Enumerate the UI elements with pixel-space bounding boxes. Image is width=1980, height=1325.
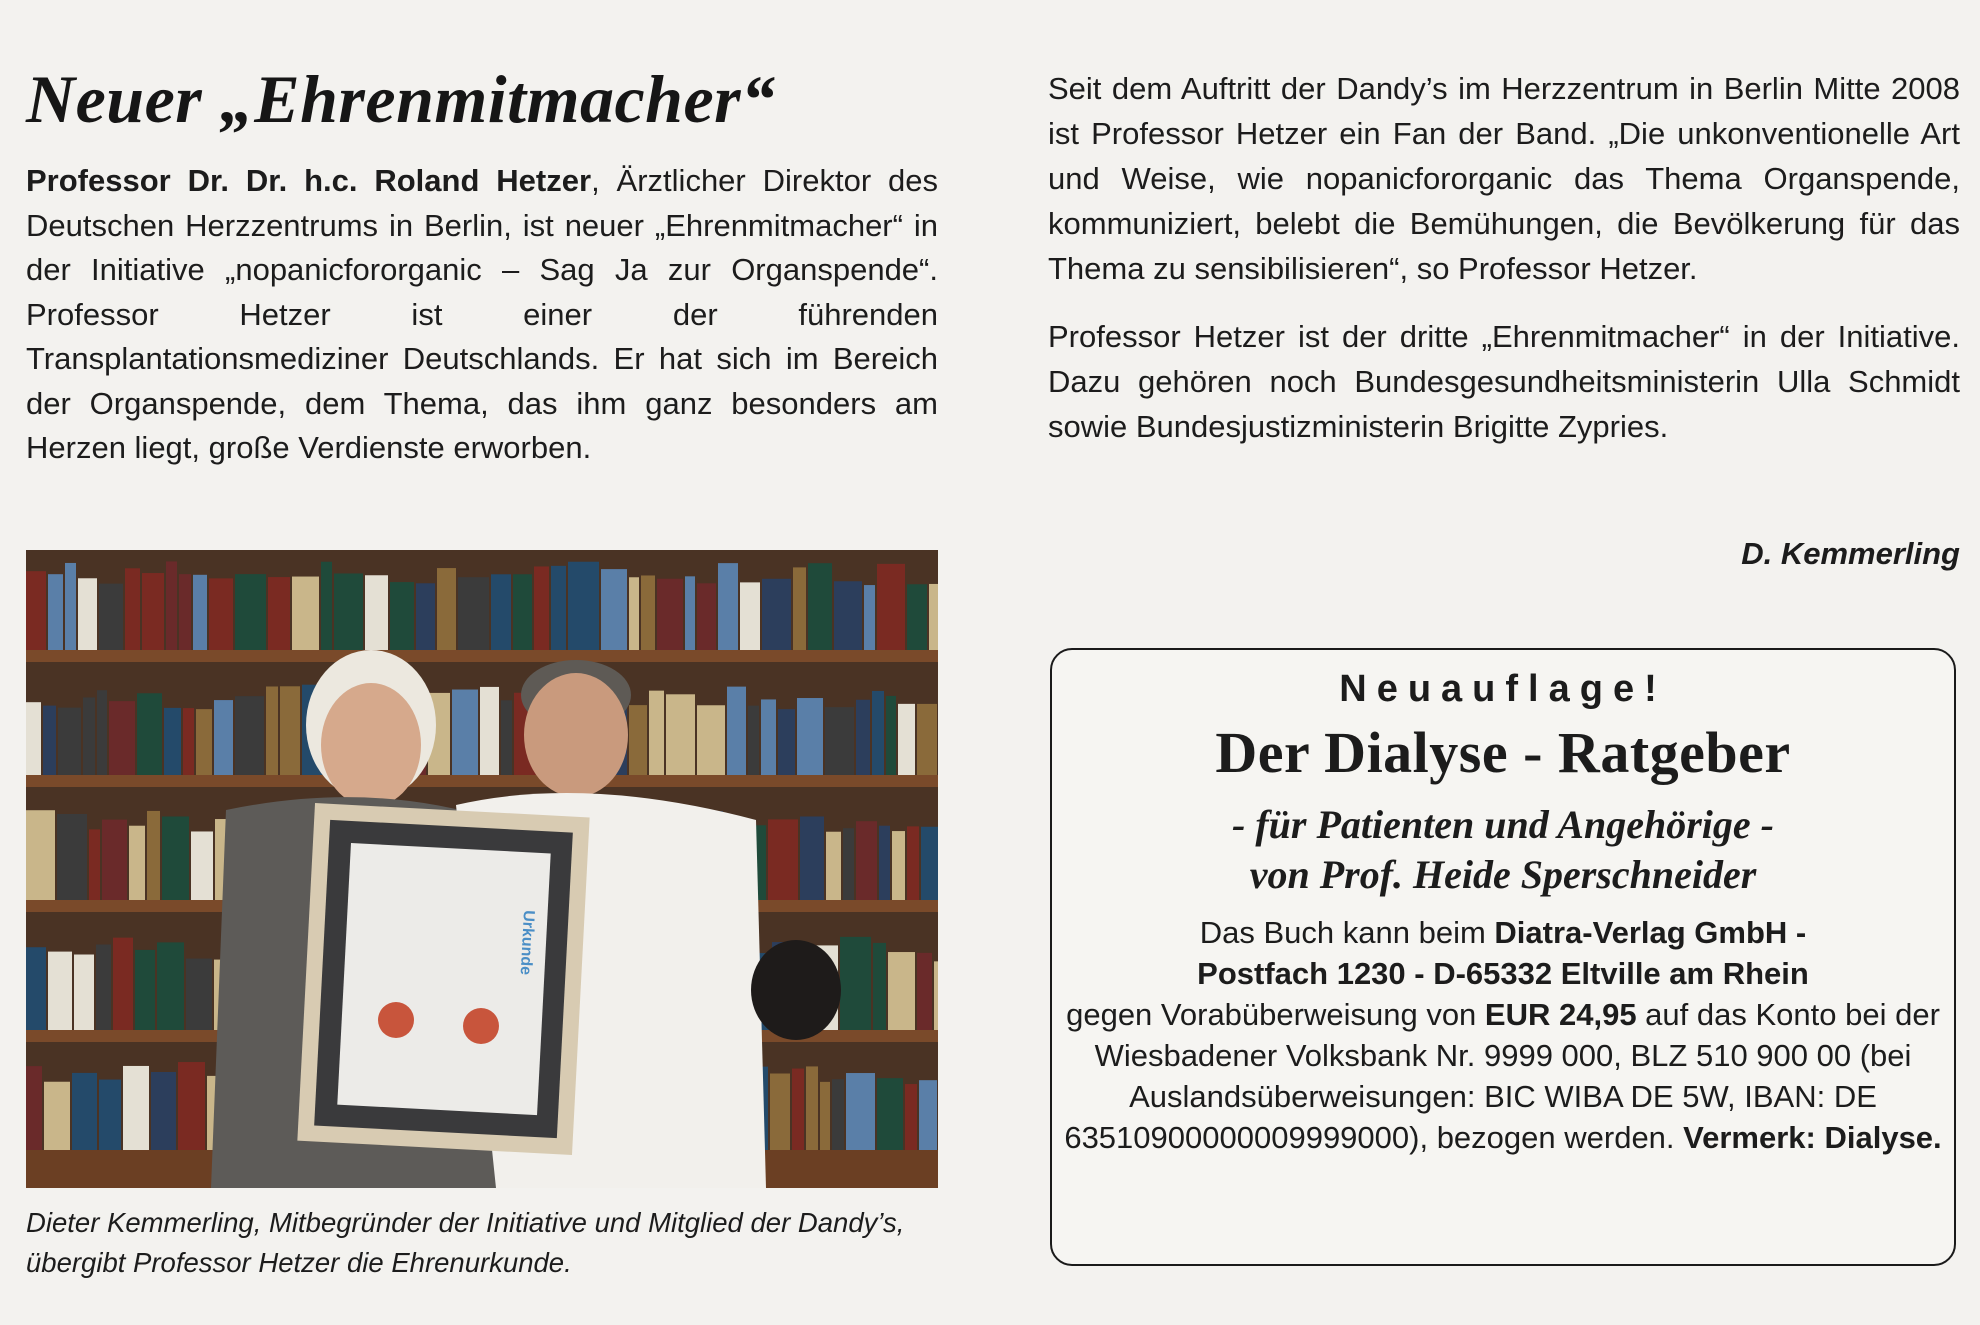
ad-text-1: Das Buch kann beim [1199,915,1495,950]
ad-address: Postfach 1230 - D-65332 Eltville am Rhein [1197,956,1809,991]
article-left-column [26,60,938,471]
ad-title: Der Dialyse - Ratgeber [1215,720,1791,785]
photo-caption: Dieter Kemmerling, Mitbegründer der Initiative und Mitglied der Dandy’s, übergibt Professor Hetzer die Ehrenurkunde. [26,1207,905,1278]
article-paragraph-3: Professor Hetzer ist der dritte „Ehrenmitmacher“ in der Initiative. Dazu gehören noch Bundesgesundheitsministerin Ulla Schmidt sowie Bundesjustizministerin Brigitte Zypries. [1048,319,1960,444]
article-headline: Neuer „Ehrenmitmacher“ [26,61,776,137]
certificate-title: Urkunde [516,909,537,976]
ad-note: Vermerk: Dialyse. [1683,1120,1942,1155]
ad-body [1052,912,1954,1158]
lead-text: , Ärztlicher Direktor des Deutschen Herzzentrums in Berlin, ist neuer „Ehrenmitmacher“ in der Initiative „nopanicfororganic – Sag Ja zur Organspende“. Professor Hetzer ist einer der führenden Transplantationsmediziner Deutschlands. Er hat sich im Bereich der Organspende, dem Thema, das ihm ganz besonders am Herzen liegt, große Verdienste erworben. [26,163,939,465]
article-photo [26,550,938,1188]
ad-price: EUR 24,95 [1484,997,1637,1032]
lead-name: Professor Dr. Dr. h.c. Roland Hetzer [26,163,592,198]
article-paragraph-2: Seit dem Auftritt der Dandy’s im Herzzentrum in Berlin Mitte 2008 ist Professor Hetzer ein Fan der Band. „Die unkonventionelle Art und Weise, wie nopanicfororganic das Thema Organspende, kommuniziert, belebt die Bemühungen, die Bevölkerung für das Thema zu sensibilisieren“, so Professor Hetzer. [1048,71,1960,286]
ad-subtitle [1052,800,1954,900]
ad-subtitle-line-2: von Prof. Heide Sperschneider [1249,852,1757,897]
ad-text-3: auf das Konto bei der Wiesbadener Volksbank Nr. 9999 000, BLZ 510 900 00 (bei Auslandsüberweisungen: BIC WIBA DE 5W, IBAN: DE 63510900000009999000), bezogen werden. [1064,997,1940,1155]
article-right-column [1048,66,1960,472]
ad-subtitle-line-1: - für Patienten und Angehörige - [1232,802,1774,847]
book-advertisement [1050,648,1956,1266]
ad-kicker: Neuauflage! [1339,668,1667,710]
article-author: D. Kemmerling [1741,536,1960,571]
ad-publisher: Diatra-Verlag GmbH - [1494,915,1807,950]
ad-text-2: gegen Vorabüberweisung von [1066,997,1485,1032]
article-lead-paragraph [26,159,938,471]
bookshelf-photo-illustration [26,550,938,1188]
